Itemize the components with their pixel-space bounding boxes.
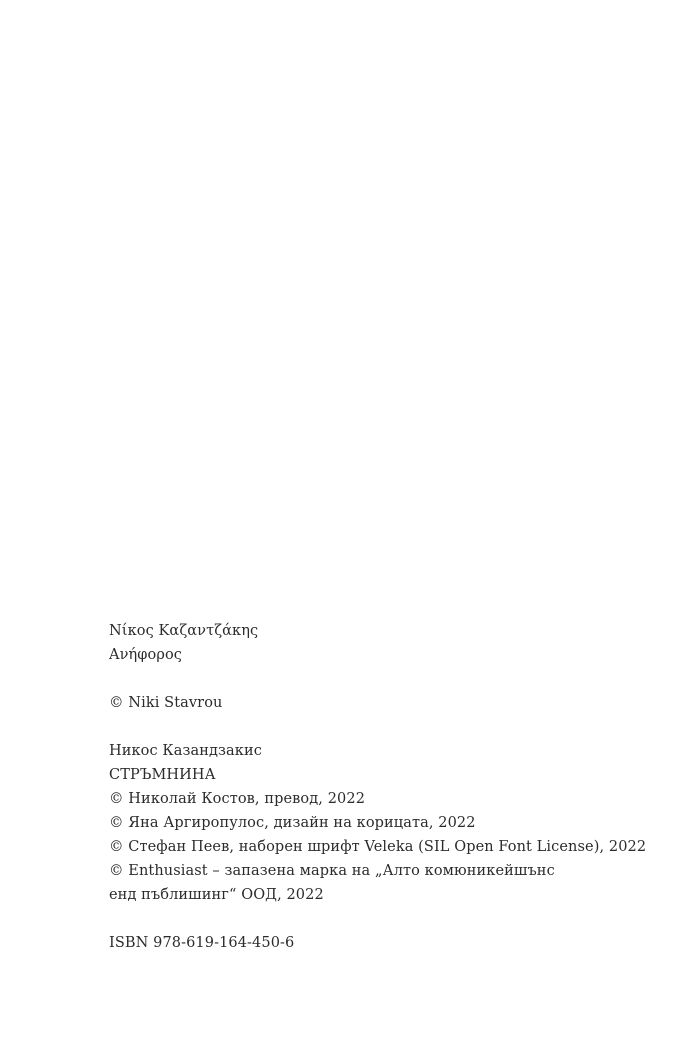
credit-publisher-cont: енд пъблишинг“ ООД, 2022 bbox=[109, 887, 324, 903]
credit-typeface: © Стефан Пеев, наборен шрифт Veleka (SIL Open Font License), 2022 bbox=[109, 839, 647, 855]
original-author: Νίκος Καζαντζάκης bbox=[109, 623, 259, 639]
original-info bbox=[109, 619, 669, 667]
spacer bbox=[109, 667, 669, 691]
edition-info bbox=[109, 739, 669, 907]
colophon bbox=[109, 619, 669, 955]
spacer bbox=[109, 715, 669, 739]
original-copyright: © Niki Stavrou bbox=[109, 695, 223, 711]
original-title: Ανήφορος bbox=[109, 647, 183, 663]
edition-author: Никос Казандзакис bbox=[109, 743, 262, 759]
credit-cover-design: © Яна Аргиропулос, дизайн на корицата, 2022 bbox=[109, 815, 476, 831]
edition-title: СТРЪМНИНА bbox=[109, 767, 216, 783]
credit-publisher: © Enthusiast – запазена марка на „Алто комюникейшънс bbox=[109, 863, 555, 879]
credit-translation: © Николай Костов, превод, 2022 bbox=[109, 791, 366, 807]
spacer bbox=[109, 907, 669, 931]
isbn: ISBN 978-619-164-450-6 bbox=[109, 935, 295, 951]
